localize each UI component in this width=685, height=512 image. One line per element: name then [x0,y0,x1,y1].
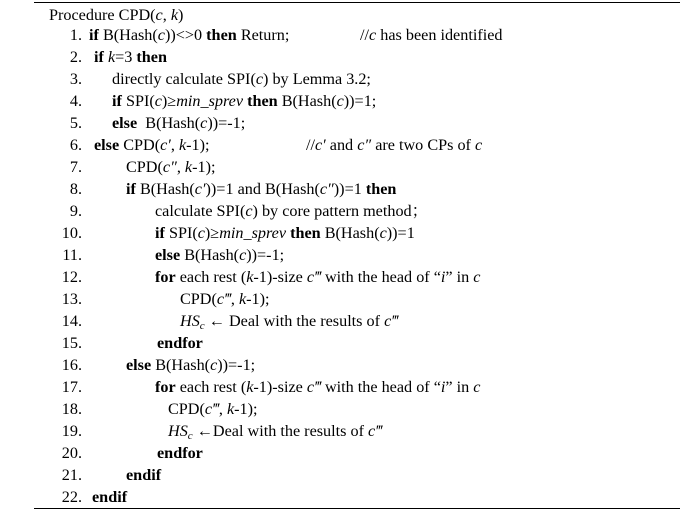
code-text: for each rest (k-1)-size c‴ with the head of “i” in c [155,378,481,396]
code-text: $HS_c$ ← Deal with the results of c‴ [180,312,399,332]
code-text: $HS_c$ ←Deal with the results of c‴ [168,422,382,442]
code-text: endfor [157,334,203,352]
line-number: 3. [69,70,82,88]
line-number: 5. [69,114,82,132]
line-number: 8. [69,180,82,198]
line-number: 16. [61,356,82,374]
line-number: 2. [69,48,82,66]
line-number: 22. [61,488,82,506]
line-number: 1. [69,26,82,44]
line-number: 11. [62,246,82,264]
top-rule [34,2,680,3]
line-number: 21. [61,466,82,484]
code-comment: //c′ and c″ are two CPs of c [306,136,483,154]
code-text: if B(Hash(c))<>0 then Return; [89,26,290,44]
line-number: 7. [69,158,82,176]
code-comment: //c has been identified [360,26,503,44]
code-text: else B(Hash(c))=-1; [126,356,256,374]
code-text: endif [92,488,128,506]
line-number: 19. [61,422,82,440]
line-number: 9. [69,202,82,220]
line-number: 4. [69,92,82,110]
code-text: if k=3 then [94,48,167,66]
code-text: calculate SPI(c) by core pattern method； [155,202,428,220]
line-number: 20. [61,444,82,462]
procedure-title: Procedure CPD(c, k) [49,6,184,24]
line-number: 15. [61,334,82,352]
line-number: 14. [61,312,82,330]
code-text: for each rest (k-1)-size c‴ with the head of “i” in c [155,268,481,286]
code-text: endfor [157,444,203,462]
code-text: endif [126,466,162,484]
line-number: 13. [61,290,82,308]
line-number: 12. [61,268,82,286]
line-number: 17. [61,378,82,396]
code-text: if B(Hash(c′))=1 and B(Hash(c″))=1 then [126,180,397,198]
code-text: CPD(c″, k-1); [126,158,216,176]
line-number: 10. [61,224,82,242]
code-text: if SPI(c)≥min_sprev then B(Hash(c))=1; [112,92,377,110]
code-text: directly calculate SPI(c) by Lemma 3.2; [112,70,371,88]
code-text: else CPD(c′, k-1); [94,136,210,154]
line-number: 6. [69,136,82,154]
code-text: else B(Hash(c))=-1; [112,114,246,132]
code-text: else B(Hash(c))=-1; [155,246,285,264]
code-text: CPD(c‴, k-1); [168,400,258,418]
code-text: if SPI(c)≥min_sprev then B(Hash(c))=1 [155,224,415,242]
code-text: CPD(c‴, k-1); [180,290,270,308]
line-number: 18. [61,400,82,418]
bottom-rule [34,508,680,509]
